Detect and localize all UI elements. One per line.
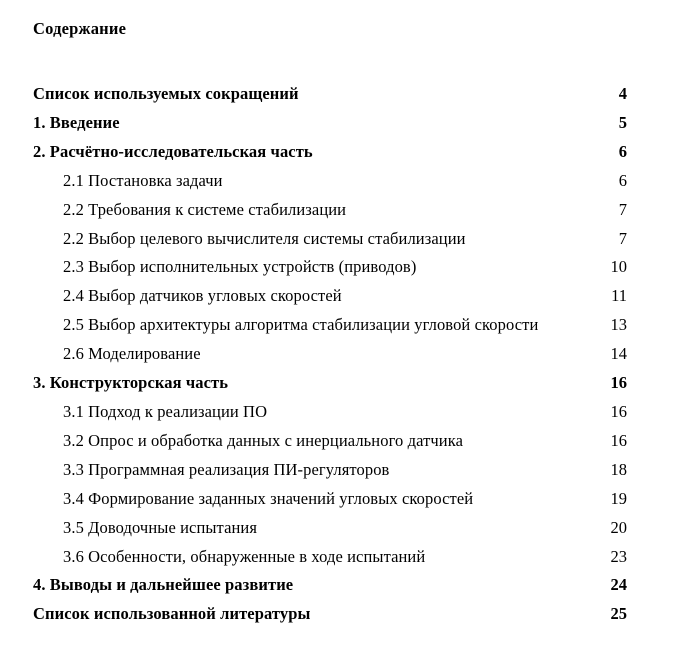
toc-entry (33, 225, 627, 254)
toc-entry (33, 427, 627, 456)
toc-entry-label: Список использованной литературы (33, 604, 311, 624)
toc-entry (33, 543, 627, 572)
toc-entry-page-number: 5 (618, 112, 627, 132)
toc-entry-page-number: 7 (618, 199, 627, 219)
toc-entry-label: 3.1 Подход к реализации ПО (63, 401, 268, 421)
toc-entry-page-number: 25 (610, 604, 627, 624)
toc-entry (33, 456, 627, 485)
toc-entry-label: 2.5 Выбор архитектуры алгоритма стабилизации угловой скорости (63, 315, 539, 335)
toc-entry (33, 311, 627, 340)
toc-entry (33, 398, 627, 427)
toc-entry-page-number: 18 (610, 459, 627, 479)
toc-entry (33, 253, 627, 282)
toc-entry-label: Список используемых сокращений (33, 84, 299, 103)
toc-entry-label: 2.6 Моделирование (63, 344, 201, 364)
toc-list (33, 80, 627, 629)
toc-entry-page-number: 16 (610, 373, 627, 393)
toc-entry-label: 3.2 Опрос и обработка данных с инерциального датчика (63, 430, 464, 450)
toc-entry (33, 340, 627, 369)
toc-entry-label: 4. Выводы и дальнейшее развитие (33, 575, 294, 595)
toc-entry-label: 3.3 Программная реализация ПИ-регуляторов (63, 459, 390, 479)
toc-entry-label: 2.1 Постановка задачи (63, 170, 223, 190)
toc-entry (33, 600, 627, 629)
toc-entry-page-number: 6 (618, 170, 627, 190)
toc-entry-label: 2.3 Выбор исполнительных устройств (приводов) (63, 257, 417, 277)
toc-entry-page-number: 4 (618, 84, 627, 103)
toc-entry (33, 369, 627, 398)
toc-entry-page-number: 14 (610, 344, 627, 364)
toc-entry-page-number: 16 (610, 430, 627, 450)
toc-entry-page-number: 11 (611, 286, 627, 306)
page-title: Содержание (33, 19, 127, 38)
toc-entry-page-number: 20 (610, 517, 627, 537)
toc-entry-page-number: 16 (610, 401, 627, 421)
toc-entry-label: 2.2 Выбор целевого вычислителя системы стабилизации (63, 228, 466, 248)
toc-entry (33, 485, 627, 514)
toc-entry (33, 282, 627, 311)
toc-entry (33, 109, 627, 138)
toc-entry-label: 2.2 Требования к системе стабилизации (63, 199, 347, 219)
toc-entry-page-number: 7 (618, 228, 627, 248)
toc-entry (33, 80, 627, 109)
toc-entry (33, 571, 627, 600)
toc-entry-label: 3. Конструкторская часть (33, 373, 229, 393)
toc-entry-page-number: 23 (610, 546, 627, 566)
toc-entry-page-number: 19 (610, 488, 627, 508)
toc-entry-label: 2. Расчётно-исследовательская часть (33, 141, 313, 161)
toc-entry (33, 138, 627, 167)
toc-entry (33, 514, 627, 543)
toc-entry-page-number: 24 (610, 575, 627, 595)
toc-entry-label: 3.6 Особенности, обнаруженные в ходе испытаний (63, 546, 426, 566)
toc-entry (33, 196, 627, 225)
toc-entry-label: 3.4 Формирование заданных значений угловых скоростей (63, 488, 474, 508)
toc-entry-label: 3.5 Доводочные испытания (63, 517, 258, 537)
toc-entry-page-number: 10 (610, 257, 627, 277)
toc-entry (33, 167, 627, 196)
toc-entry-page-number: 6 (618, 141, 627, 161)
toc-entry-label: 1. Введение (33, 112, 120, 132)
toc-entry-page-number: 13 (610, 315, 627, 335)
toc-entry-label: 2.4 Выбор датчиков угловых скоростей (63, 286, 342, 306)
